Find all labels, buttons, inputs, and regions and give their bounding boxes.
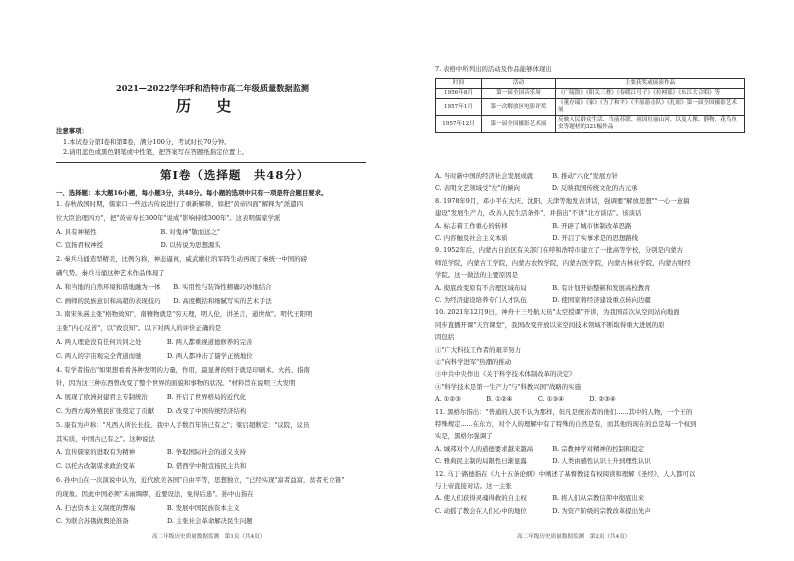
question-line: C. 以托古改制谋求政治变革 D. 借西学中附宣扬民主共和 [56, 462, 247, 471]
table-cell: 1957年12月 [436, 116, 482, 133]
table-cell: 1956年8月 [436, 89, 482, 99]
subject-title: 历 史 [176, 97, 242, 115]
question-line: 4. 有学者指出"如果想看看各种发明的力量，作用，最显著的则于就是印刷术、火药、指南 [56, 365, 310, 374]
table-cell: 1957年1月 [436, 99, 482, 116]
question-line: 其实质，中国古已有之"。这种说法 [56, 434, 155, 443]
question-line: C. 两人的宇宙观完全背道而驰 D. 两人都冲击了儒学正统地位 [56, 351, 253, 360]
table-cell: 第一届全国摄影艺术展 [482, 116, 556, 133]
table-cell: 《董存瑞》《家》《为了和平》《平原游击队》《扎妞》第一届全国摄影艺术展 [556, 99, 745, 116]
question-line: 的现象。因此中国必须"未雨绸缪，近要设法，免得后患"。孙中山指在 [56, 489, 254, 498]
question-line: 建设"发展生产力，改善人民生活条件"，并指出"不讲"北方谈话"。该谈话 [435, 209, 642, 218]
question-line: A. 使人们获得灵魂得救的自主权 B. 将人们从宗教信仰中彻底出来 [435, 494, 645, 503]
activity-table [435, 78, 745, 133]
question-line: C. 宣扬君权神授 D. 以传说为思想源头 [56, 241, 221, 250]
question-line: 师范学院，内蒙古工学院，内蒙古农牧学院，内蒙古医学院，内蒙古林业学院，内蒙古财经 [435, 258, 691, 267]
question-line: 9. 1952年后，内蒙古自治区有关部门在呼和浩特市建立了一批高等学校，分别是内蒙古 [435, 246, 684, 255]
question-line: ①"广大科技工作者的艰辛努力 [435, 345, 522, 354]
question-line: C. 内容触及社会主义本质 D. 开启了实事求是的思想路线 [435, 234, 639, 242]
table-cell: 反映人民群众生活、当前苏联、祖国壮丽山河、以及人像、静物、花鸟鱼虫等题材的321幅作品 [556, 116, 745, 133]
question-line: ④"科学技术是第一生产力"与"科教兴国"战略的实施 [435, 382, 581, 391]
table-row [436, 89, 745, 99]
question-line: C. 为经济建设培养专门人才队伍 D. 使国家将经济建设重点转向边疆 [435, 296, 651, 304]
question-line: A. 展现了欧洲封建君主专制统治 B. 开启了世界格局的近代化 [56, 393, 246, 402]
question-line: A. 两人理论没有任何共同之处 B. 两人都重视道德修养的完善 [56, 338, 253, 346]
note-item: 2.请用蓝色或黑色钢笔或中性笔，把答案写在答题纸指定位置上。 [63, 148, 249, 156]
question-line: 12. 马丁·路德指在《九十五条论纲》中阐述了基督教徒有权阅读和理解《圣经》，人人都可以 [435, 469, 696, 478]
question-line: C. 为联合苏俄做舆论准备 D. 主张社会革命解决民生问题 [56, 517, 253, 526]
instruction-text: 一、选择题：本大题16小题，每小题3分，共48分。每小题的选项中只有一项是符合题目要求。 [56, 189, 328, 197]
question-line: 礴气势。秦兵马俑这种艺术作品体现了 [56, 269, 165, 277]
notes-title: 注意事项： [56, 127, 88, 135]
question-line: A. 城邦对个人的道德要求越来越高 B. 宗教神学对精神的控制和稳定 [435, 444, 645, 453]
question-line: C. 表明文艺领域受"左"的倾向 D. 反映我国传统文化的古元承 [435, 184, 638, 193]
note-item: 1.本试卷分第Ⅰ卷和第Ⅱ卷，满分100分，考试时长70分钟。 [63, 138, 231, 146]
question-line: 5. 康有为声称："凡西人所长长技，我中人手数百年皆已有之"；梁启超断定："议院，议员 [56, 420, 310, 429]
question-line: 8. 1978年9月，邓小平在大庆、沈阳、天津等地发表讲话，强调要"解放思想""一心一意搞 [435, 196, 690, 205]
table-header-cell: 时间 [436, 79, 482, 89]
question-line: A. 当时新中国的经济社会发展成就 B. 推动"六化"发展方针 [435, 172, 619, 180]
question-line: 特殊规定......在东方，对个人的理解中有了特殊的自然是有，而其他的现在的总是每一个权到 [435, 420, 697, 428]
exam-page-right [397, 0, 794, 561]
question-line: A. 宣传儒家的进取有为精神 B. 争取国际社会的道义支持 [56, 448, 246, 457]
table-row [436, 116, 745, 133]
table-row [436, 99, 745, 116]
table-header-cell: 活动 [482, 79, 556, 89]
question-line: 2. 秦兵马俑造型精美，比例匀称，神态逼真，威武雄壮的军阵生动再现了秦统一中国的磅 [56, 255, 307, 264]
question-line: 因包括 [435, 333, 455, 342]
question-line: A. 标志着工作重心的转移 B. 开辟了城市体制改革思路 [435, 221, 632, 230]
question-line: 10. 2021年12月9日，神舟十三号航天员"太空授课"开讲，为我国首次从空间站向地面 [435, 308, 680, 317]
question-line: A. 和当地的自然环境和谐地融为一体 B. 实用性与装饰性精确巧妙地结合 [56, 282, 272, 291]
question-line: 3. 南宋朱熹主张"格物致知"，南雅物就是"穷天理，明人伦，讲圣言，通世故"。明代王阳明 [56, 310, 313, 319]
question-line: C. 为西方海外殖民扩张奠定了贡献 D. 改变了中国传统经济结构 [56, 407, 247, 415]
question-line: 位大臣治理四方"，把"黄帝寿长300年"说成"影响持续300年"。这表明儒家学派 [56, 213, 281, 222]
table-cell: 《广陵散》《阳关三叠》《春暖江号子》《拉网谣》《东江大合唱》等 [556, 89, 745, 99]
question-line: C. 雅典民主制的局限性日渐显露 D. 人类由感性认识上升到理性认识 [435, 457, 651, 466]
exam-title: 2021—2022学年呼和浩特市高二年级质量数据监测 [116, 83, 309, 93]
section-title: 第Ⅰ卷（选择题 共48分） [160, 168, 310, 182]
table-header-cell: 主要获奖或展演作品 [556, 79, 745, 89]
question-line: ③中共中央作出《关于科学技术体制改革的决定》 [435, 370, 576, 379]
question-line: A. ①②③ B. ①②④ C. ①③④ D. ②③④ [435, 395, 616, 404]
page-footer: 高二年级历史质量数据监测 第1页（共4页） [152, 534, 266, 540]
question-line: 学院。这一做法的主要原因是 [435, 271, 519, 280]
question-line: 实是，黑格尔强调了 [435, 432, 493, 441]
question-line: A. 扫去资本主义制度的弊端 B. 发展中国民族资本主义 [56, 503, 240, 512]
question-line: 11. 黑格尔指出："普通的人民不认为那样，但凡是统治者的他们......其中的人物，一个王的 [435, 407, 693, 416]
question-line: 1. 春秋战国时期，儒家口一些远古传说进行了重新解释，如把"黄帝四面"解释为"派遣四 [56, 200, 304, 208]
question-line: C. 动摇了教会在人们心中的地位 D. 为资产阶级的宗教改革提出先声 [435, 506, 651, 515]
table-cell: 第一届全国音乐周 [482, 89, 556, 99]
question-line: 6. 孙中山在一次演说中认为，近代欧美各国"自由平等，思想独立，"已经实现"富者益富，贫者无立锥" [56, 476, 345, 484]
question-line: C. 画师的民族意识和高超的表现技巧 D. 高度概括和细腻写实的艺术手法 [56, 296, 272, 305]
question-line: 主张"内心反省"，以"致良知"。以下对两人的评价正确的是 [56, 324, 222, 333]
question-line: 针，因为这三种东西曾改变了整个世界的面貌和事物的状况。"材料旨在说明三大发明 [56, 379, 296, 388]
question-7-stem: 7. 表格中所列出的活动及作品能够体现出 [435, 65, 552, 73]
question-line: A. 具有神秘性 B. 对鬼神"敬而远之" [56, 227, 220, 236]
question-line: ②"向科学进军"热潮的推动 [435, 358, 512, 366]
question-line: 与上帝直接对话。这一主张 [435, 482, 512, 490]
table-cell: 第一次解放区电影评奖 [482, 99, 556, 116]
page-footer: 高二年级历史质量数据监测 第2页（共4页） [517, 534, 631, 540]
question-line: A. 彻底改变原有不合理区域布局 B. 有计划开始整顿和发展高校教育 [435, 283, 651, 292]
question-line: 同步直播开课"天宫课堂"，我国改变开放以来空间技术领域不断取得重大进展的原 [435, 320, 665, 329]
divider [56, 162, 366, 163]
